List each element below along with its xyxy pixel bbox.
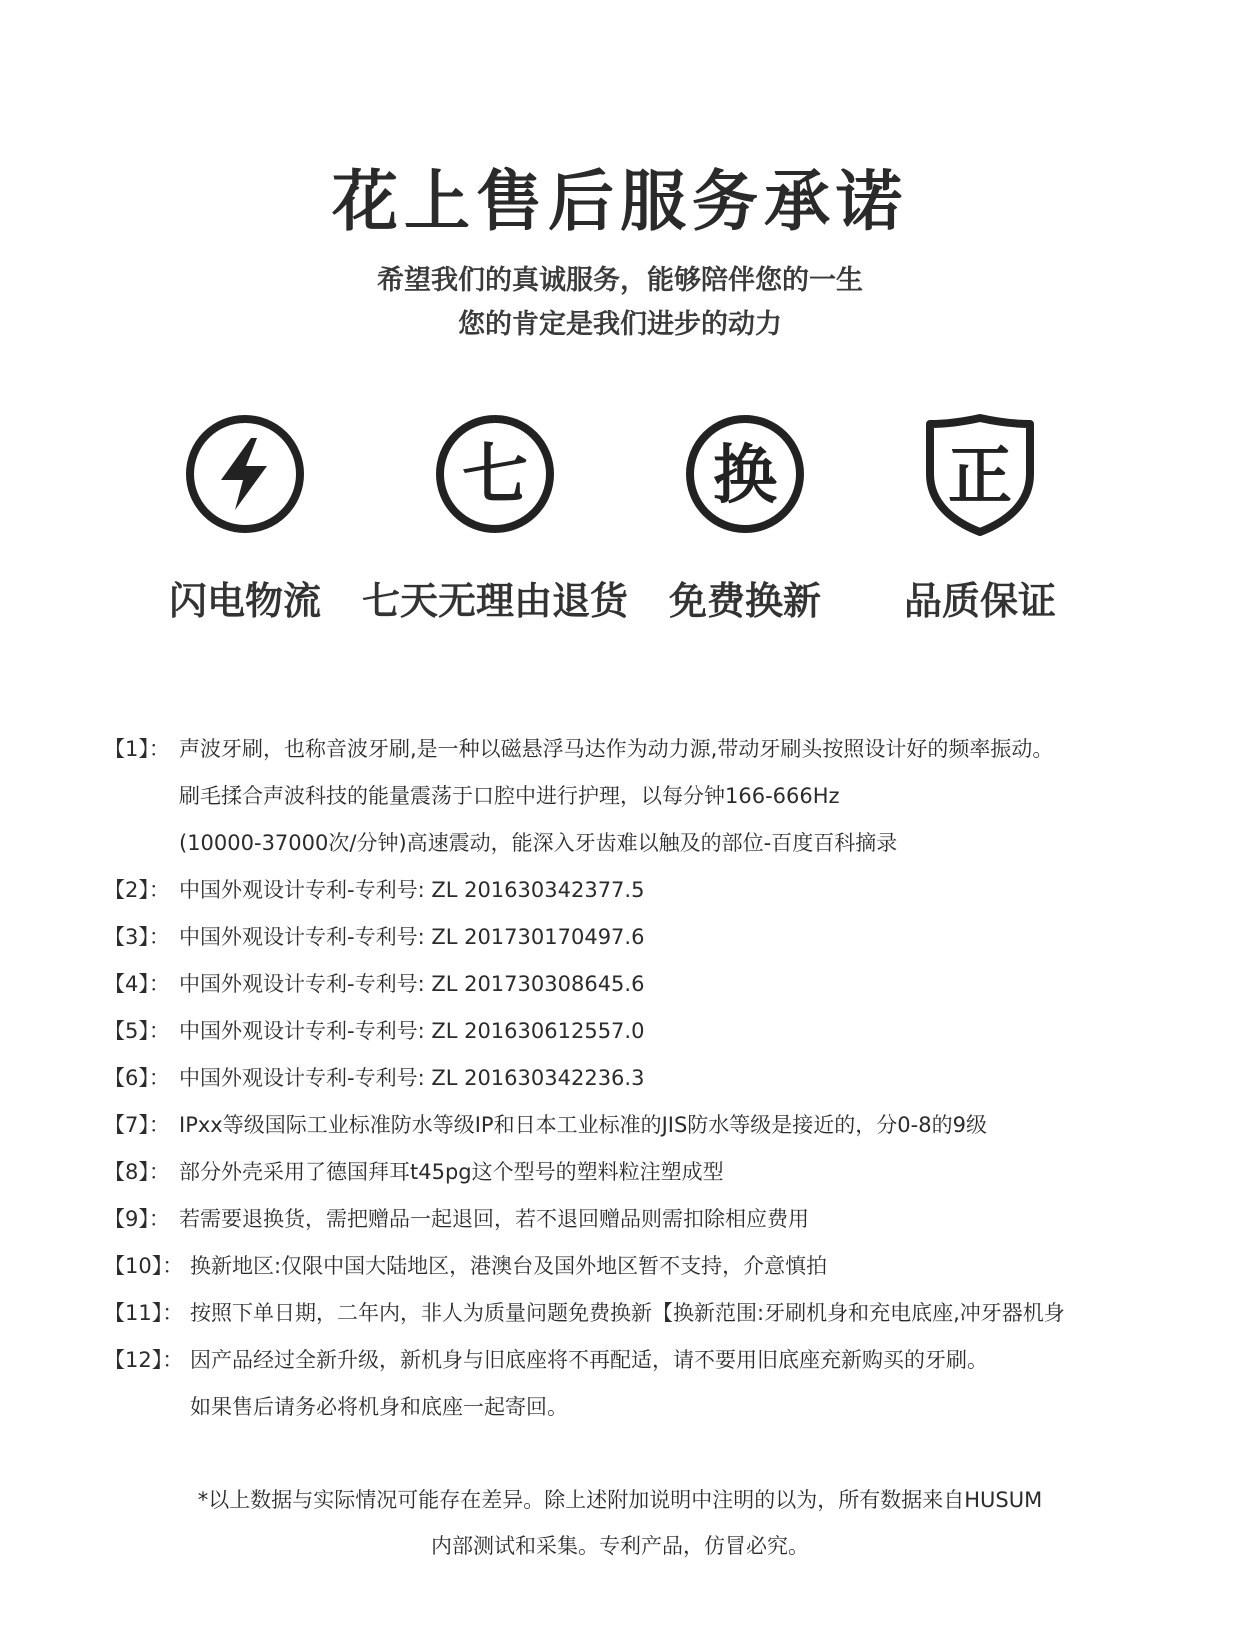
list-item	[104, 734, 1224, 781]
note-text: IPxx等级国际工业标准防水等级IP和日本工业标准的JIS防水等级是接近的，分0-8的9级	[179, 1113, 987, 1137]
note-number: 【10】：	[104, 1254, 184, 1278]
feature-quality-guarantee	[830, 412, 1130, 625]
note-text: 中国外观设计专利-专利号: ZL 201730308645.6	[179, 972, 645, 996]
note-text: 因产品经过全新升级，新机身与旧底座将不再配适，请不要用旧底座充新购买的牙刷。	[190, 1348, 988, 1372]
list-item	[104, 1157, 1224, 1204]
note-continuation: (10000-37000次/分钟)高速震动，能深入牙齿难以触及的部位-百度百科摘录	[179, 831, 898, 855]
list-item	[104, 1298, 1224, 1345]
note-text: 声波牙刷，也称音波牙刷,是一种以磁悬浮马达作为动力源,带动牙刷头按照设计好的频率振动。	[179, 737, 1054, 761]
disclaimer-line-2: 内部测试和采集。专利产品，仿冒必究。	[431, 1534, 809, 1558]
list-item	[104, 1204, 1224, 1251]
note-number: 【6】：	[104, 1066, 170, 1090]
note-number: 【9】：	[104, 1207, 170, 1231]
exchange-icon	[683, 412, 807, 536]
note-text: 若需要退换货，需把赠品一起退回，若不退回赠品则需扣除相应费用	[179, 1207, 809, 1231]
note-continuation: 如果售后请务必将机身和底座一起寄回。	[190, 1395, 568, 1419]
note-number: 【12】：	[104, 1348, 184, 1372]
feature-label: 免费换新	[668, 579, 821, 623]
note-number: 【5】：	[104, 1019, 170, 1043]
shield-icon-glyph: 正	[948, 440, 1012, 514]
note-text: 中国外观设计专利-专利号: ZL 201730170497.6	[179, 925, 645, 949]
disclaimer-line-1: *以上数据与实际情况可能存在差异。除上述附加说明中注明的以为，所有数据来自HUSUM	[197, 1488, 1043, 1512]
subtitle-line-1: 希望我们的真诚服务，能够陪伴您的一生	[377, 265, 863, 296]
feature-label: 品质保证	[903, 579, 1056, 623]
seven-icon	[433, 412, 557, 536]
note-text: 中国外观设计专利-专利号: ZL 201630342377.5	[179, 878, 645, 902]
note-number: 【2】：	[104, 878, 170, 902]
list-item	[104, 1345, 1224, 1392]
note-text: 中国外观设计专利-专利号: ZL 201630612557.0	[179, 1019, 645, 1043]
shield-icon	[918, 412, 1042, 536]
note-number: 【8】：	[104, 1160, 170, 1184]
list-item	[104, 922, 1224, 969]
seven-icon-glyph: 七	[462, 436, 528, 513]
feature-label: 七天无理由退货	[361, 579, 628, 623]
note-text: 部分外壳采用了德国拜耳t45pg这个型号的塑料粒注塑成型	[179, 1160, 724, 1184]
note-number: 【7】：	[104, 1113, 170, 1137]
note-number: 【3】：	[104, 925, 170, 949]
note-number: 【11】：	[104, 1301, 184, 1325]
list-item	[104, 969, 1224, 1016]
list-item	[104, 1251, 1224, 1298]
list-item	[104, 875, 1224, 922]
feature-label: 闪电物流	[168, 579, 321, 623]
subtitle-line-2: 您的肯定是我们进步的动力	[458, 309, 782, 340]
note-number: 【1】：	[104, 737, 170, 761]
note-continuation: 刷毛揉合声波科技的能量震荡于口腔中进行护理，以每分钟166-666Hz	[179, 784, 840, 808]
note-text: 中国外观设计专利-专利号: ZL 201630342236.3	[179, 1066, 645, 1090]
note-text: 换新地区:仅限中国大陆地区，港澳台及国外地区暂不支持，介意慎拍	[190, 1254, 828, 1278]
list-item	[104, 1016, 1224, 1063]
page-title: 花上售后服务承诺	[332, 163, 908, 240]
note-number: 【4】：	[104, 972, 170, 996]
exchange-icon-glyph: 换	[713, 439, 777, 513]
list-item	[104, 1063, 1224, 1110]
note-text: 按照下单日期，二年内，非人为质量问题免费换新【换新范围:牙刷机身和充电底座,冲牙器机身	[190, 1301, 1065, 1325]
lightning-icon	[183, 412, 307, 536]
notes-list	[104, 734, 1224, 1439]
list-item	[104, 1110, 1224, 1157]
